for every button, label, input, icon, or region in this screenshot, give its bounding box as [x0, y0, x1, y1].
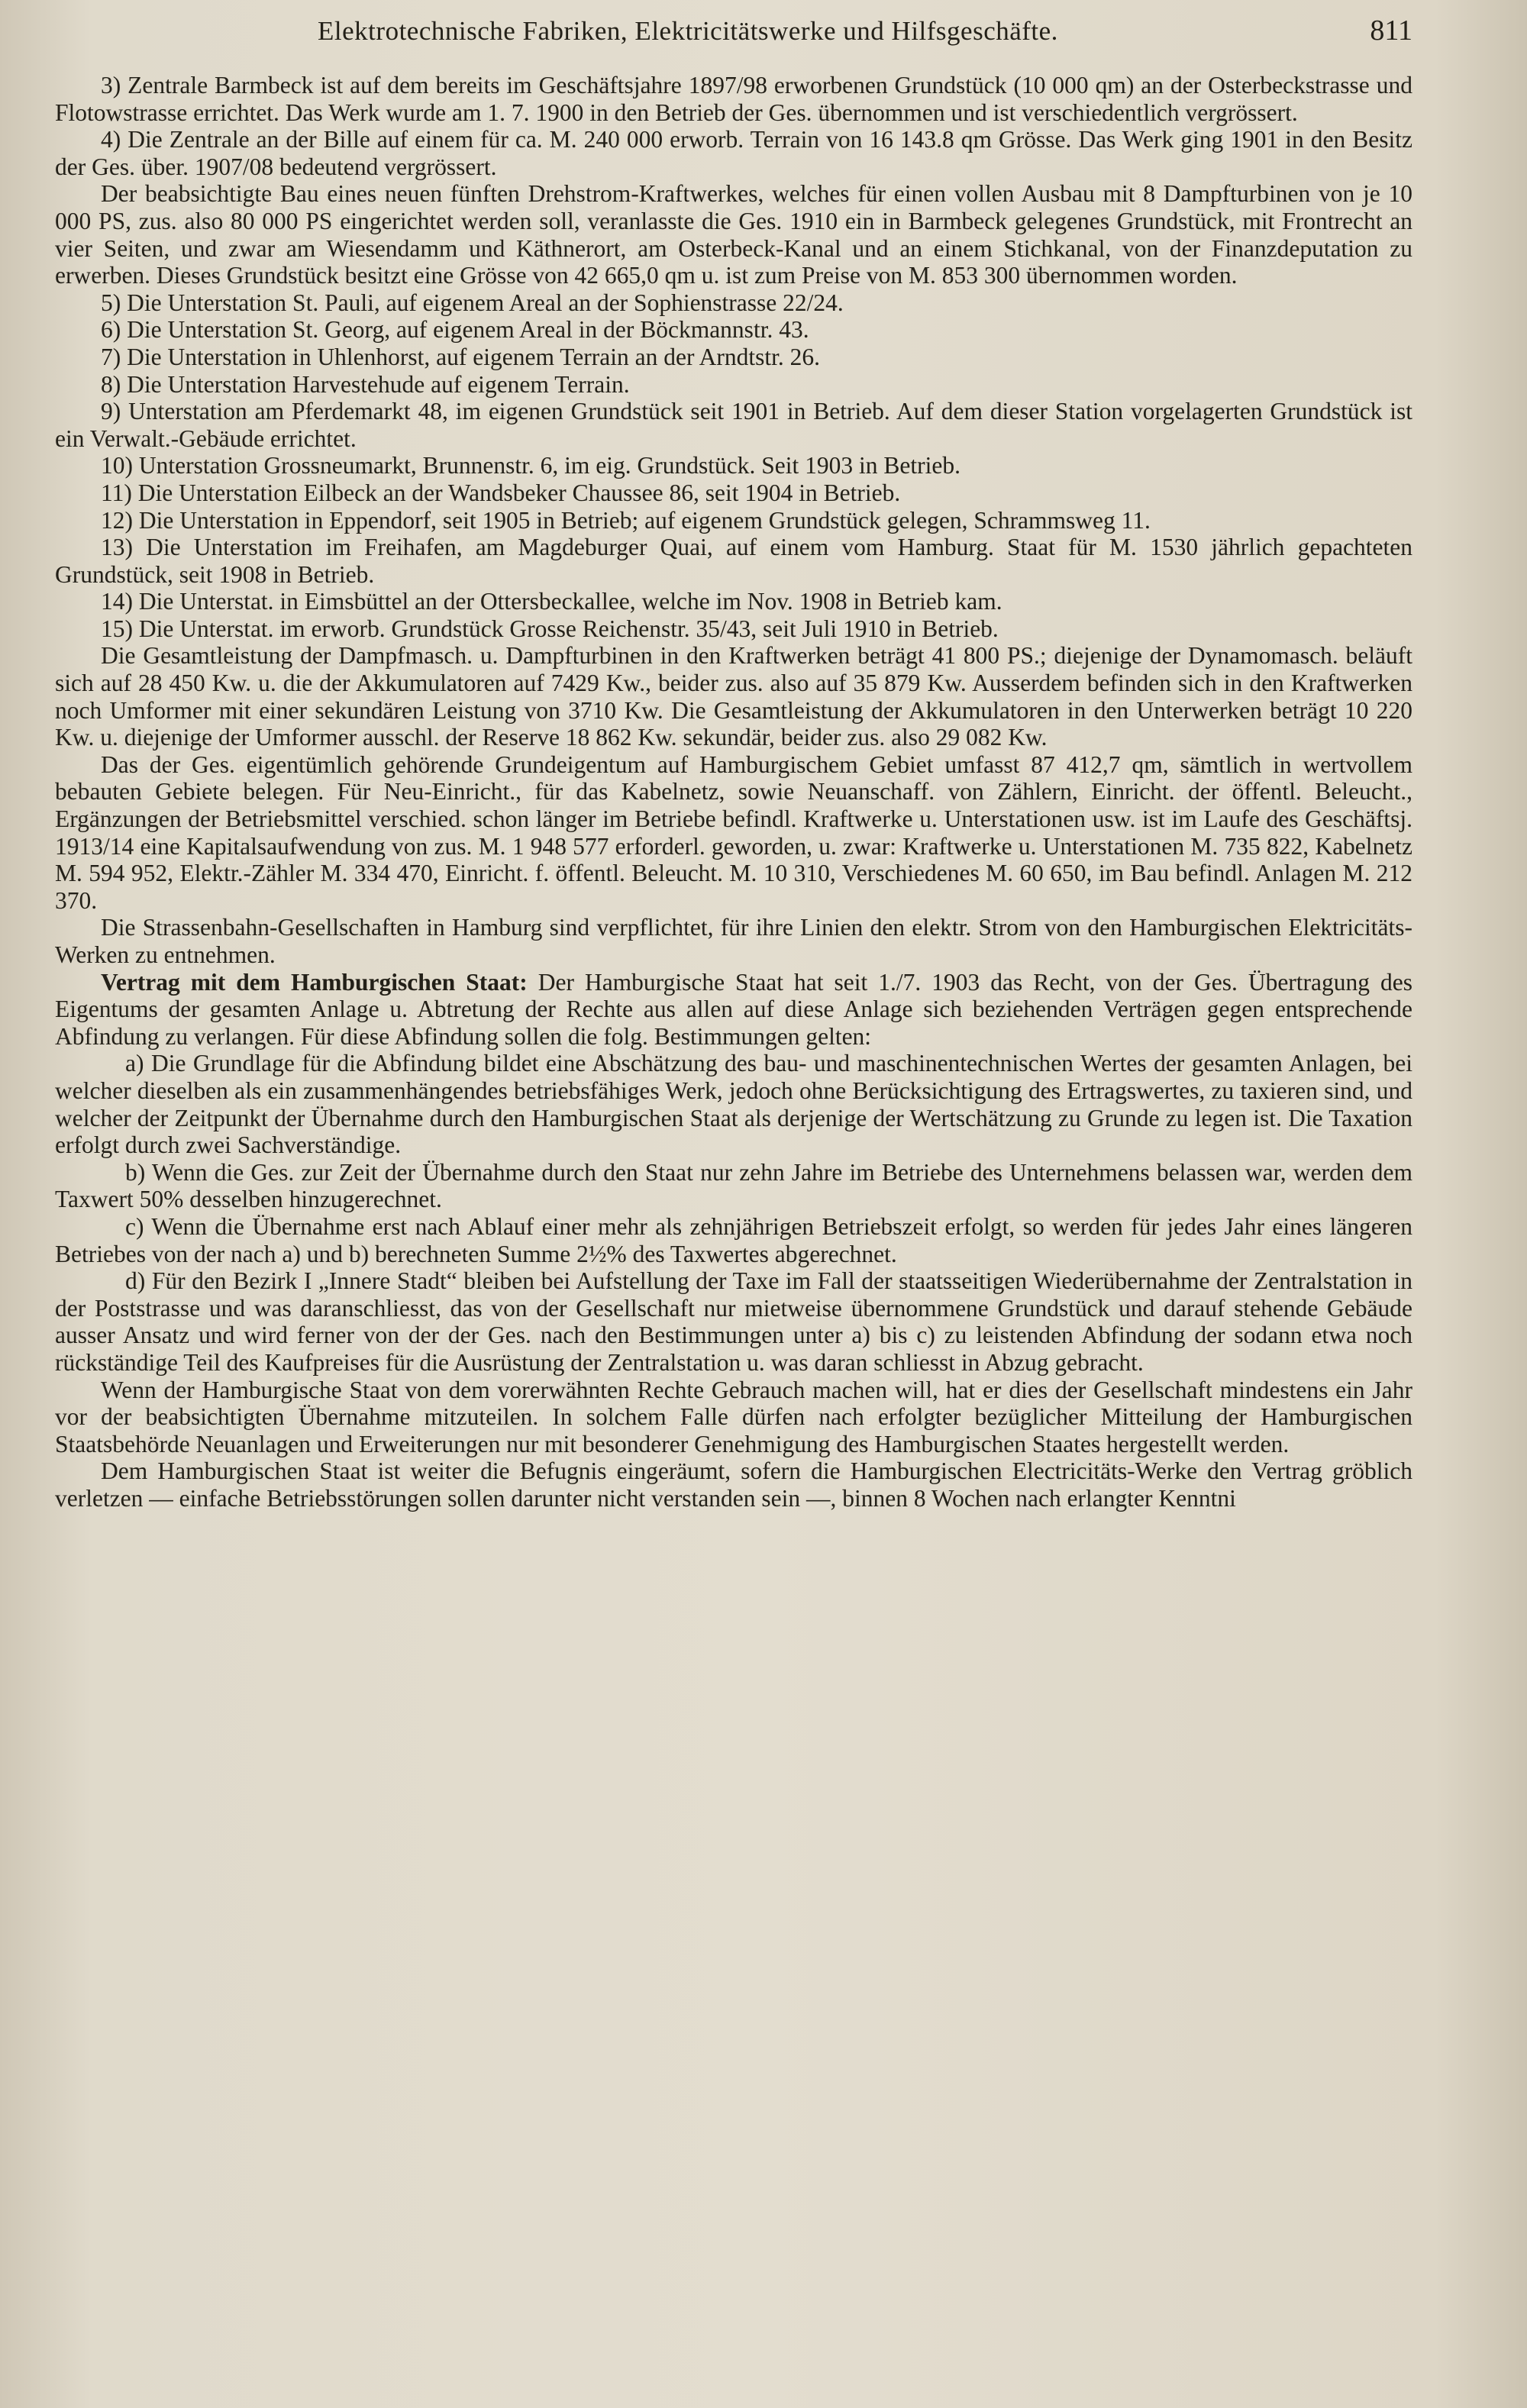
paragraph-gesamtleistung: Die Gesamtleistung der Dampfmasch. u. Dampfturbinen in den Kraftwerken beträgt 41 800 PS.; diejenige der Dynamomasch. beläuft sich auf 28 450 Kw. u. die der Akkumulatoren auf 7429 Kw., beider zus. also auf 35 879 Kw. Ausserdem befinden sich in den Kraftwerken noch Umformer mit einer sekundären Leistung von 3710 Kw. Die Gesamtleistung der Akkumulatoren in den Unterwerken beträgt 10 220 Kw. u. diejenige der Umformer ausschl. der Reserve 18 862 Kw. sekundär, beider zus. also 29 082 Kw. — [55, 642, 1412, 751]
clause-d: d) Für den Bezirk I „Innere Stadt“ bleiben bei Aufstellung der Taxe im Fall der staatsseitigen Wiederübernahme der Zentralstation in der Poststrasse und was daranschliesst, das von der Gesellschaft nur mietweise übernommene Grundstück und darauf stehende Gebäude ausser Ansatz und wird ferner von der der Ges. nach den Bestimmungen unter a) bis c) zu leistenden Abfindung der sodann etwa noch rückständige Teil des Kaufpreises für die Ausrüstung der Zentralstation u. was daran schliesst in Abzug gebracht. — [55, 1267, 1412, 1376]
list-item-unterstation-grossneumarkt: 10) Unterstation Grossneumarkt, Brunnenstr. 6, im eig. Grundstück. Seit 1903 in Betrieb. — [101, 452, 960, 479]
running-header — [55, 14, 1412, 61]
running-header-title: Elektrotechnische Fabriken, Elektricitätswerke und Hilfsgeschäfte. — [318, 16, 1058, 46]
page-number: 811 — [1370, 15, 1412, 47]
paragraph-grundeigentum: Das der Ges. eigentümlich gehörende Grundeigentum auf Hamburgischem Gebiet umfasst 87 412,7 qm, sämtlich in wertvollem bebauten Gebiete belegen. Für Neu-Einricht., für das Kabelnetz, sowie Neuanschaff. von Zählern, Einricht. der öffentl. Beleucht., Ergänzungen der Betriebsmittel verschied. schon länger im Betriebe befindl. Kraftwerke u. Unterstationen usw. ist im Laufe des Geschäftsj. 1913/14 eine Kapitalsaufwendung von zus. M. 1 948 577 erforderl. geworden, u. zwar: Kraftwerke u. Unterstationen M. 735 822, Kabelnetz M. 594 952, Elektr.-Zähler M. 334 470, Einricht. f. öffentl. Beleucht. M. 10 310, Verschiedenes M. 60 650, im Bau befindl. Anlagen M. 212 370. — [55, 750, 1412, 914]
vertrag-heading: Vertrag mit dem Hamburgischen Staat: — [101, 968, 528, 996]
paragraph-zentrale-bille: 4) Die Zentrale an der Bille auf einem für ca. M. 240 000 erworb. Terrain von 16 143.8 qm Grösse. Das Werk ging 1901 in den Besitz der Ges. über. 1907/08 bedeutend vergrössert. — [55, 126, 1412, 180]
list-item-unterstation-freihafen: 13) Die Unterstation im Freihafen, am Magdeburger Quai, auf einem vom Hamburg. Staat für M. 1530 jährlich gepachteten Grundstück, seit 1908 in Betrieb. — [55, 534, 1412, 588]
list-item-unterstation-eimsbuettel: 14) Die Unterstat. in Eimsbüttel an der Ottersbeckallee, welche im Nov. 1908 in Betrieb kam. — [101, 588, 1002, 615]
paragraph-strassenbahn: Die Strassenbahn-Gesellschaften in Hamburg sind verpflichtet, für ihre Linien den elektr. Strom von den Hamburgischen Elektricitäts-Werken zu entnehmen. — [55, 914, 1412, 968]
paragraph-befugnis: Dem Hamburgischen Staat ist weiter die Befugnis eingeräumt, sofern die Hamburgischen Electricitäts-Werke den Vertrag gröblich verletzen — einfache Betriebsstörungen sollen darunter nicht verstanden sein —, binnen 8 Wochen nach erlangter Kenntni — [55, 1457, 1412, 1512]
list-item-unterstation-st-pauli: 5) Die Unterstation St. Pauli, auf eigenem Areal an der Sophienstrasse 22/24. — [101, 289, 844, 316]
vertrag-text: Der Hamburgische Staat hat seit 1./7. 1903 das Recht, von der Ges. Übertragung des Eigentums der gesamten Anlage u. Abtretung der Rechte aus allen auf diese Anlage sich beziehenden Verträgen gegen entsprechende Abfindung zu verlangen. Für diese Abfindung sollen die folg. Bestimmungen gelten: — [55, 968, 1412, 1050]
list-item-unterstation-harvestehude: 8) Die Unterstation Harvestehude auf eigenem Terrain. — [101, 370, 630, 398]
list-item-unterstation-uhlenhorst: 7) Die Unterstation in Uhlenhorst, auf eigenem Terrain an der Arndtstr. 26. — [101, 343, 820, 370]
list-item-unterstation-eilbeck: 11) Die Unterstation Eilbeck an der Wandsbeker Chaussee 86, seit 1904 in Betrieb. — [101, 479, 901, 506]
list-item-unterstation-reichenstrasse: 15) Die Unterstat. im erworb. Grundstück Grosse Reichenstr. 35/43, seit Juli 1910 in Betrieb. — [101, 615, 999, 642]
page-body — [55, 72, 1412, 1512]
clause-b: b) Wenn die Ges. zur Zeit der Übernahme durch den Staat nur zehn Jahre im Betriebe des Unternehmens belassen war, werden dem Taxwert 50% desselben hinzugerechnet. — [55, 1158, 1412, 1213]
clause-c: c) Wenn die Übernahme erst nach Ablauf einer mehr als zehnjährigen Betriebszeit erfolgt, so werden für jedes Jahr eines längeren Betriebes von der nach a) und b) berechneten Summe 2½% des Taxwertes abgerechnet. — [55, 1212, 1412, 1267]
paragraph-vertrag — [55, 969, 1412, 1051]
list-item-unterstation-pferdemarkt: 9) Unterstation am Pferdemarkt 48, im eigenen Grundstück seit 1901 in Betrieb. Auf dem dieser Station vorgelagerten Grundstück ist ein Verwalt.-Gebäude errichtet. — [55, 398, 1412, 452]
list-item-unterstation-eppendorf: 12) Die Unterstation in Eppendorf, seit 1905 in Betrieb; auf eigenem Grundstück gelegen, Schrammsweg 11. — [101, 506, 1151, 534]
clause-a: a) Die Grundlage für die Abfindung bildet eine Abschätzung des bau- und maschinentechnischen Wertes der gesamten Anlagen, bei welcher dieselben als ein zusammenhängendes betriebsfähiges Werk, jedoch ohne Berücksichtigung des Ertragswertes, zu taxieren sind, und welcher der Zeitpunkt der Übernahme durch den Hamburgischen Staat als derjenige der Wertschätzung zu Grunde zu legen ist. Die Taxation erfolgt durch zwei Sachverständige. — [55, 1050, 1412, 1159]
list-item-unterstation-st-georg: 6) Die Unterstation St. Georg, auf eigenem Areal in der Böckmannstr. 43. — [101, 316, 809, 344]
paragraph-zentrale-barmbeck: 3) Zentrale Barmbeck ist auf dem bereits im Geschäftsjahre 1897/98 erworbenen Grundstück (10 000 qm) an der Osterbeckstrasse und Flotowstrasse errichtet. Das Werk wurde am 1. 7. 1900 in den Betrieb der Ges. übernommen und ist verschiedentlich vergrössert. — [55, 72, 1412, 126]
paragraph-neues-kraftwerk: Der beabsichtigte Bau eines neuen fünften Drehstrom-Kraftwerkes, welches für einen vollen Ausbau mit 8 Dampfturbinen von je 10 000 PS, zus. also 80 000 PS eingerichtet werden soll, veranlasste die Ges. 1910 ein in Barmbeck gelegenes Grundstück, mit Frontrecht an vier Seiten, und zwar am Wiesendamm und Käthnerort, am Osterbeck-Kanal und an einem Stichkanal, von der Finanzdeputation zu erwerben. Dieses Grundstück besitzt eine Grösse von 42 665,0 qm u. ist zum Preise von M. 853 300 übernommen worden. — [55, 180, 1412, 289]
paragraph-uebernahme-mitteilung: Wenn der Hamburgische Staat von dem vorerwähnten Rechte Gebrauch machen will, hat er dies der Gesellschaft mindestens ein Jahr vor der beabsichtigten Übernahme mitzuteilen. In solchem Falle dürfen nach erfolgter bezüglicher Mitteilung der Hamburgischen Staatsbehörde Neuanlagen und Erweiterungen nur mit besonderer Genehmigung des Hamburgischen Staates hergestellt werden. — [55, 1376, 1412, 1457]
